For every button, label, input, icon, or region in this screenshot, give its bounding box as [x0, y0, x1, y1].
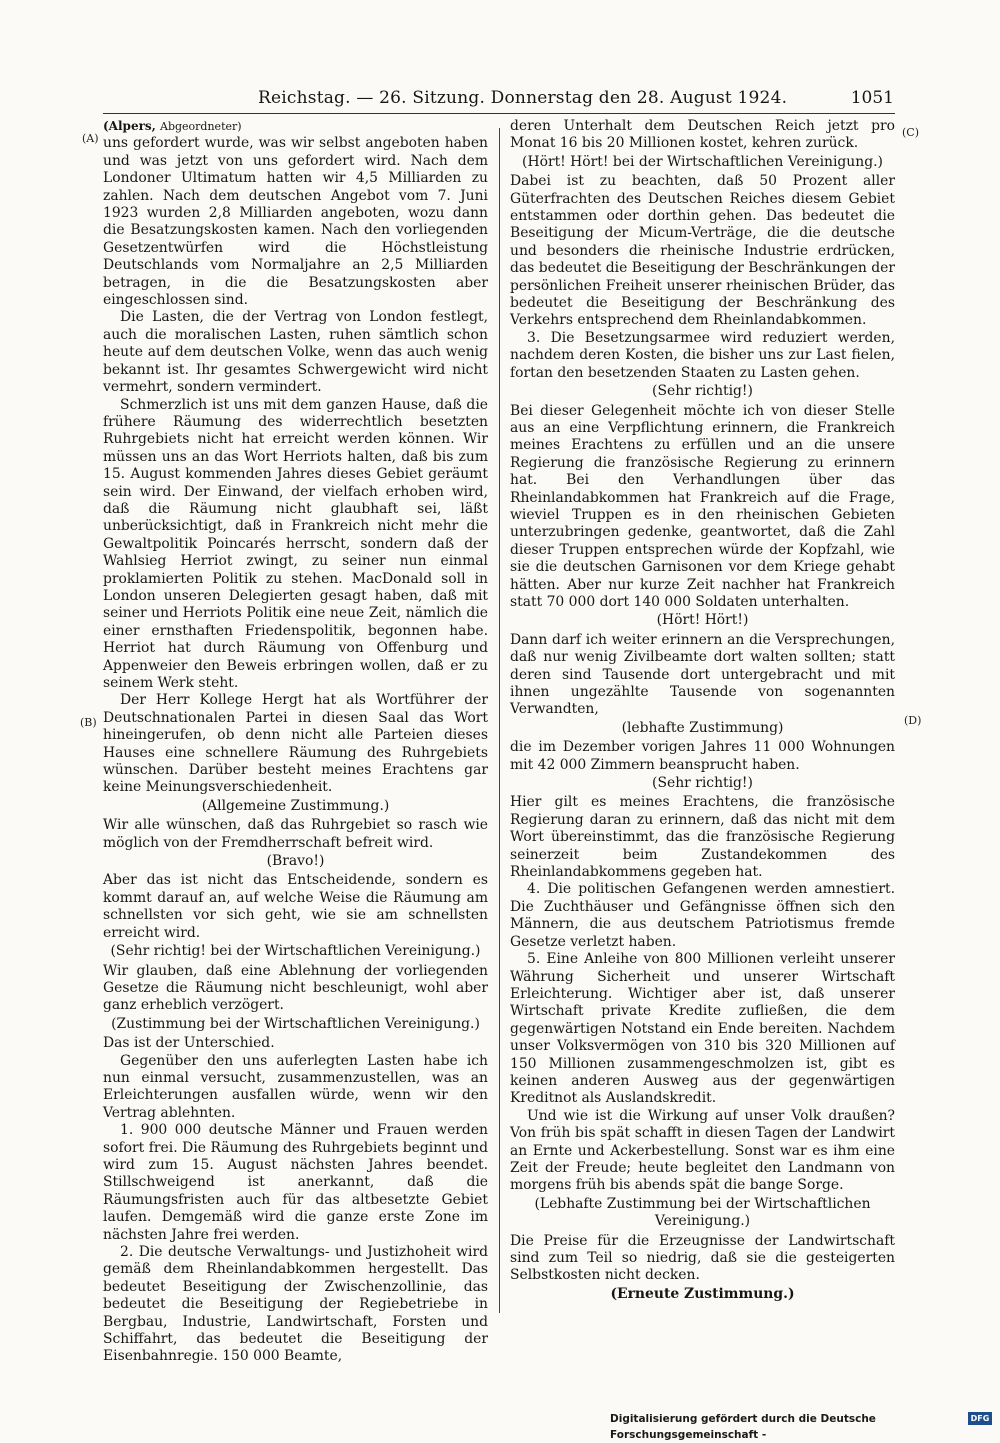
interjection: (lebhafte Zustimmung) [621, 719, 784, 736]
paragraph: deren Unterhalt dem Deutschen Reich jetzt pro Monat 16 bis 20 Millionen kostet, kehren zurück. [510, 118, 895, 152]
paragraph: 1. 900 000 deutsche Männer und Frauen werden sofort frei. Die Räumung des Ruhrgebiets beginnt und wird zum 15. August nächsten Jahres beendet. Stillschweigend ist anerkannt, daß die Räumungsfristen auch für das altbesetzte Gebiet laufen. Demgemäß wird die ganze erste Zone im nächsten Jahre frei werden. [103, 1122, 488, 1243]
paragraph: Wir alle wünschen, daß das Ruhrgebiet so rasch wie möglich von der Fremdherrschaft befreit wird. [103, 817, 488, 851]
interjection: (Hört! Hört! bei der Wirtschaftlichen Vereinigung.) [522, 153, 883, 170]
paragraph: Dabei ist zu beachten, daß 50 Prozent aller Güterfrachten des Deutschen Reiches diesem Gebiet entstammen oder dorthin gehen. Das bedeutet die Beseitigung der Micum-Verträge, die die deutsche und besonders die rheinische Industrie erdrücken, das bedeutet die Beseitigung der Beschränkungen der persönlichen Freiheit unserer rheinischen Brüder, das bedeutet die Beseitigung der Beschränkung des Verkehrs entsprechend dem Rheinlandabkommen. [510, 173, 895, 329]
margin-marker-d: (D) [904, 714, 922, 727]
paragraph: uns gefordert wurde, was wir selbst angeboten haben und was jetzt von uns gefordert wird. Nach dem Londoner Ultimatum hatten wir 4,5 Milliarden zu zahlen. Nach dem deutschen Angebot vom 7. Juni 1923 wurden 2,8 Milliarden angeboten, wozu dann die Besatzungskosten kamen. Nach den vorliegenden Gesetzentwürfen wird die Höchstleistung Deutschlands vom Normaljahre an 2,5 Milliarden betragen, in die die Besatzungskosten aber eingeschlossen sind. [103, 135, 488, 309]
paragraph: Dann darf ich weiter erinnern an die Versprechungen, daß nur wenig Zivilbeamte dort walten sollten; statt deren sind Tausende dort untergebracht und mit ihnen ungezählte Tausende von sogenannten Verwandten, [510, 631, 895, 718]
paragraph: 4. Die politischen Gefangenen werden amnestiert. Die Zuchthäuser und Gefängnisse öffnen sich den Männern, die aus deutschem Patriotismus fremde Gesetze verletzt haben. [510, 881, 895, 950]
speaker-line [103, 118, 488, 135]
paragraph: Der Herr Kollege Hergt hat als Wortführer der Deutschnationalen Partei in diesen Saal das Wort hineingerufen, ob denn nicht alle Parteien dieses Hauses eine schnellere Räumung des Ruhrgebiets wünschen. Darüber besteht meines Erachtens gar keine Meinungsverschiedenheit. [103, 692, 488, 796]
digitization-footer [610, 1411, 992, 1441]
margin-marker-c: (C) [902, 126, 919, 139]
paragraph: Wir glauben, daß eine Ablehnung der vorliegenden Gesetze die Räumung nicht beschleunigt, wohl aber ganz erheblich verzögert. [103, 962, 488, 1014]
interjection: (Allgemeine Zustimmung.) [201, 797, 390, 814]
footer-credit-text: Digitalisierung gefördert durch die Deutsche Forschungsgemeinschaft - [610, 1413, 876, 1441]
interjection: (Zustimmung bei der Wirtschaftlichen Vereinigung.) [111, 1015, 480, 1032]
column-divider [499, 128, 500, 1313]
interjection: (Sehr richtig! bei der Wirtschaftlichen Vereinigung.) [110, 943, 481, 960]
paragraph: 5. Eine Anleihe von 800 Millionen verleiht unserer Währung Sicherheit und unserer Wirtschaft Erleichterung. Wichtiger aber ist, daß unserer Wirtschaft private Kredite zufließen, die dem gegenwärtigen Notstand ein Ende bereiten. Nachdem unser Volksvermögen von 310 bis 320 Millionen auf 150 Millionen zusammengeschmolzen ist, gibt es keinen anderen Ausweg aus der gegenwärtigen Kreditnot als Auslandskredit. [510, 951, 895, 1107]
speaker-role: Abgeordneter) [160, 120, 242, 133]
paragraph: die im Dezember vorigen Jahres 11 000 Wohnungen mit 42 000 Zimmern beansprucht haben. [510, 739, 895, 773]
speaker-name: (Alpers, [103, 119, 156, 133]
paragraph: Das ist der Unterschied. [103, 1035, 275, 1052]
right-column [510, 118, 895, 1305]
paragraph: Schmerzlich ist uns mit dem ganzen Hause, daß die frühere Räumung des widerrechtlich besetzten Ruhrgebiets nicht hat erreicht werden können. Wir müssen uns an das Wort Herriots halten, daß bis zum 15. August kommenden Jahres dieses Gebiet geräumt sein wird. Der Einwand, der vielfach erhoben wird, daß die Räumung nicht glaubhaft sei, läßt unberücksichtigt, daß in Frankreich nicht mehr die Gewaltpolitik Poincarés herrscht, sondern daß der Wahlsieg Herriot zwingt, zu seiner nun einmal proklamierten Politik zu stehen. MacDonald soll in London unseren Delegierten gesagt haben, daß mit seiner und Herriots Politik eine neue Zeit, nämlich die einer ernsthaften Friedenspolitik, begonnen habe. Herriot hat durch Räumung von Offenburg und Appenweier den Beweis erbringen wollen, daß er zu seinem Werk steht. [103, 396, 488, 691]
interjection: (Hört! Hört!) [656, 612, 749, 629]
paragraph: 2. Die deutsche Verwaltungs- und Justizhoheit wird gemäß dem Rheinlandabkommen hergestellt. Das bedeutet Beseitigung der Zwischenzollinie, das bedeutet die Beseitigung der Regiebetriebe in Bergbau, Industrie, Landwirtschaft, Forsten und Schiffahrt, das bedeutet die Beseitigung der Eisenbahnregie. 150 000 Beamte, [103, 1244, 488, 1365]
header-rule [103, 113, 895, 114]
paragraph: Gegenüber den uns auferlegten Lasten habe ich nun einmal versucht, zusammenzustellen, was an Erleichterungen ausfallen würde, wenn wir den Vertrag ablehnten. [103, 1052, 488, 1121]
interjection: (Erneute Zustimmung.) [610, 1285, 795, 1302]
paragraph: Bei dieser Gelegenheit möchte ich von dieser Stelle aus an eine Verpflichtung erinnern, die Frankreich meines Erachtens zu erfüllen und an die unsere Regierung die französische Regierung zu erinnern hat. Bei den Verhandlungen über das Rheinlandabkommen hat Frankreich auf die Frage, wieviel Truppen es in den rheinischen Gebieten unterzubringen gedenke, geantwortet, daß die Zahl dieser Truppen entsprechen würde der Kopfzahl, wie sie die deutschen Garnisonen vor dem Kriege gehabt hätten. Aber nur kurze Zeit nachher hat Frankreich statt 70 000 dort 140 000 Soldaten unterhalten. [510, 402, 895, 610]
paragraph: Und wie ist die Wirkung auf unser Volk draußen? Von früh bis spät schafft in diesen Tagen der Landwirt an Ernte und Ackerbestellung. Sonst war es ihm eine Zeit der Freude; heute begleitet den Landmann von morgens früh bis abends spät die bange Sorge. [510, 1107, 895, 1194]
paragraph: 3. Die Besetzungsarmee wird reduziert werden, nachdem deren Kosten, die bisher uns zur Last fielen, fortan den besetzenden Staaten zu Lasten gehen. [510, 329, 895, 381]
page-header-title: Reichstag. — 26. Sitzung. Donnerstag den 28. August 1924. [258, 88, 788, 108]
left-column [103, 118, 488, 1366]
dfg-logo: DFG [968, 1412, 992, 1425]
margin-marker-a: (A) [82, 132, 99, 145]
paragraph: Die Preise für die Erzeugnisse der Landwirtschaft sind zum Teil so niedrig, daß sie die gesteigerten Selbstkosten nicht decken. [510, 1232, 895, 1284]
page-header [100, 86, 900, 110]
paragraph: Hier gilt es meines Erachtens, die französische Regierung daran zu erinnern, daß das nicht mit dem Wort übereinstimmt, das die französische Regierung seinerzeit beim Zustandekommen des Rheinlandabkommens gegeben hat. [510, 794, 895, 881]
interjection: (Sehr richtig!) [652, 383, 753, 400]
paragraph: Die Lasten, die der Vertrag von London festlegt, auch die moralischen Lasten, ruhen sämtlich schon heute auf dem deutschen Volke, wenn das auch wenig bekannt ist. Ihr gesamtes Schwergewicht wird nicht vermehrt, sondern vermindert. [103, 309, 488, 396]
paragraph: Aber das ist nicht das Entscheidende, sondern es kommt darauf an, auf welche Weise die Räumung am schnellsten vor sich geht, wie sie am schnellsten erreicht wird. [103, 872, 488, 941]
interjection: (Bravo!) [266, 853, 325, 870]
margin-marker-b: (B) [80, 716, 97, 729]
interjection: (Sehr richtig!) [652, 775, 753, 792]
interjection: (Lebhafte Zustimmung bei der Wirtschaftlichen Vereinigung.) [534, 1195, 871, 1230]
page-number: 1051 [850, 88, 894, 108]
